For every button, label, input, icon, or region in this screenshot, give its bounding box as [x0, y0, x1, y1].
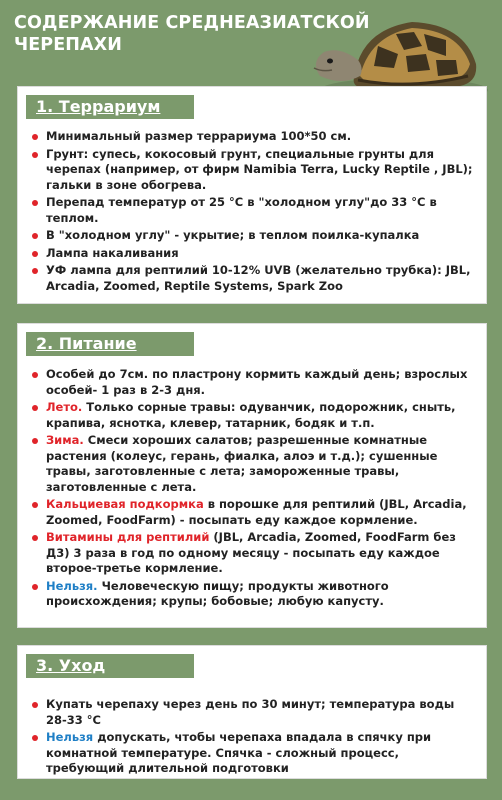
list-item: Перепад температур от 25 °С в "холодном углу"до 33 °С в теплом. [32, 195, 476, 226]
care-list [32, 697, 476, 779]
list-item: Витамины для рептилий (JBL, Arcadia, Zoomed, FoodFarm без Д3) 3 раза в год по одному месяцу - посыпать еду каждое второе-третье кормление. [32, 530, 476, 577]
forbidden-label: Нельзя. [46, 578, 98, 593]
section-heading: 1. Террариум [26, 95, 194, 119]
section-heading: 3. Уход [26, 654, 194, 678]
list-item: Особей до 7см. по пластрону кормить каждый день; взрослых особей- 1 раз в 2-3 дня. [32, 367, 476, 398]
list-item: В "холодном углу" - укрытие; в теплом поилка-купалка [32, 228, 476, 244]
section-care [17, 645, 487, 779]
list-item: Нельзя. Человеческую пищу; продукты животного происхождения; крупы; бобовые; любую капусту. [32, 579, 476, 610]
forbidden-label: Нельзя [46, 730, 94, 744]
list-item: УФ лампа для рептилий 10-12% UVB (желательно трубка): JBL, Arcadia, Zoomed, Reptile Systems, Spark Zoo [32, 263, 476, 294]
feeding-list [32, 367, 476, 612]
supplement-label: Кальциевая подкормка [46, 497, 204, 511]
supplement-label: Витамины для рептилий [46, 530, 210, 544]
list-item: Зима. Смеси хороших салатов; разрешенные комнатные растения (колеус, герань, фиалка, алоэ и т.д.); сушенные травы, заготовленные с лета; замороженные травы, заготовленные с лета. [32, 433, 476, 495]
page-title: СОДЕРЖАНИЕ СРЕДНЕАЗИАТСКОЙ ЧЕРЕПАХИ [14, 13, 370, 55]
list-item: Лето. Только сорные травы: одуванчик, подорожник, сныть, крапива, ясноткa, клевер, татарник, бодяк и т.п. [32, 400, 476, 431]
season-label: Лето. [46, 400, 83, 414]
list-item: Нельзя допускать, чтобы черепаха впадала в спячку при комнатной температуре. Спячка - сложный процесс, требующий длительной подготовки [32, 730, 476, 777]
section-terrarium [17, 86, 487, 304]
section-heading: 2. Питание [26, 332, 194, 356]
list-item: Купать черепаху через день по 30 минут; температура воды 28-33 °С [32, 697, 476, 728]
section-feeding [17, 323, 487, 628]
terrarium-list [32, 129, 476, 296]
list-item: Кальциевая подкормка в порошке для рептилий (JBL, Arcadia, Zoomed, FoodFarm) - посыпать еду каждое кормление. [32, 497, 476, 528]
list-item: Минимальный размер террариума 100*50 см. [32, 129, 476, 145]
season-label: Зима. [46, 433, 84, 447]
list-item: Грунт: супесь, кокосовый грунт, специальные грунты для черепах (например, от фирм Namibia Terra, Lucky Reptile , JBL); гальки в зоне обогрева. [32, 147, 476, 194]
list-item: Лампа накаливания [32, 246, 476, 262]
